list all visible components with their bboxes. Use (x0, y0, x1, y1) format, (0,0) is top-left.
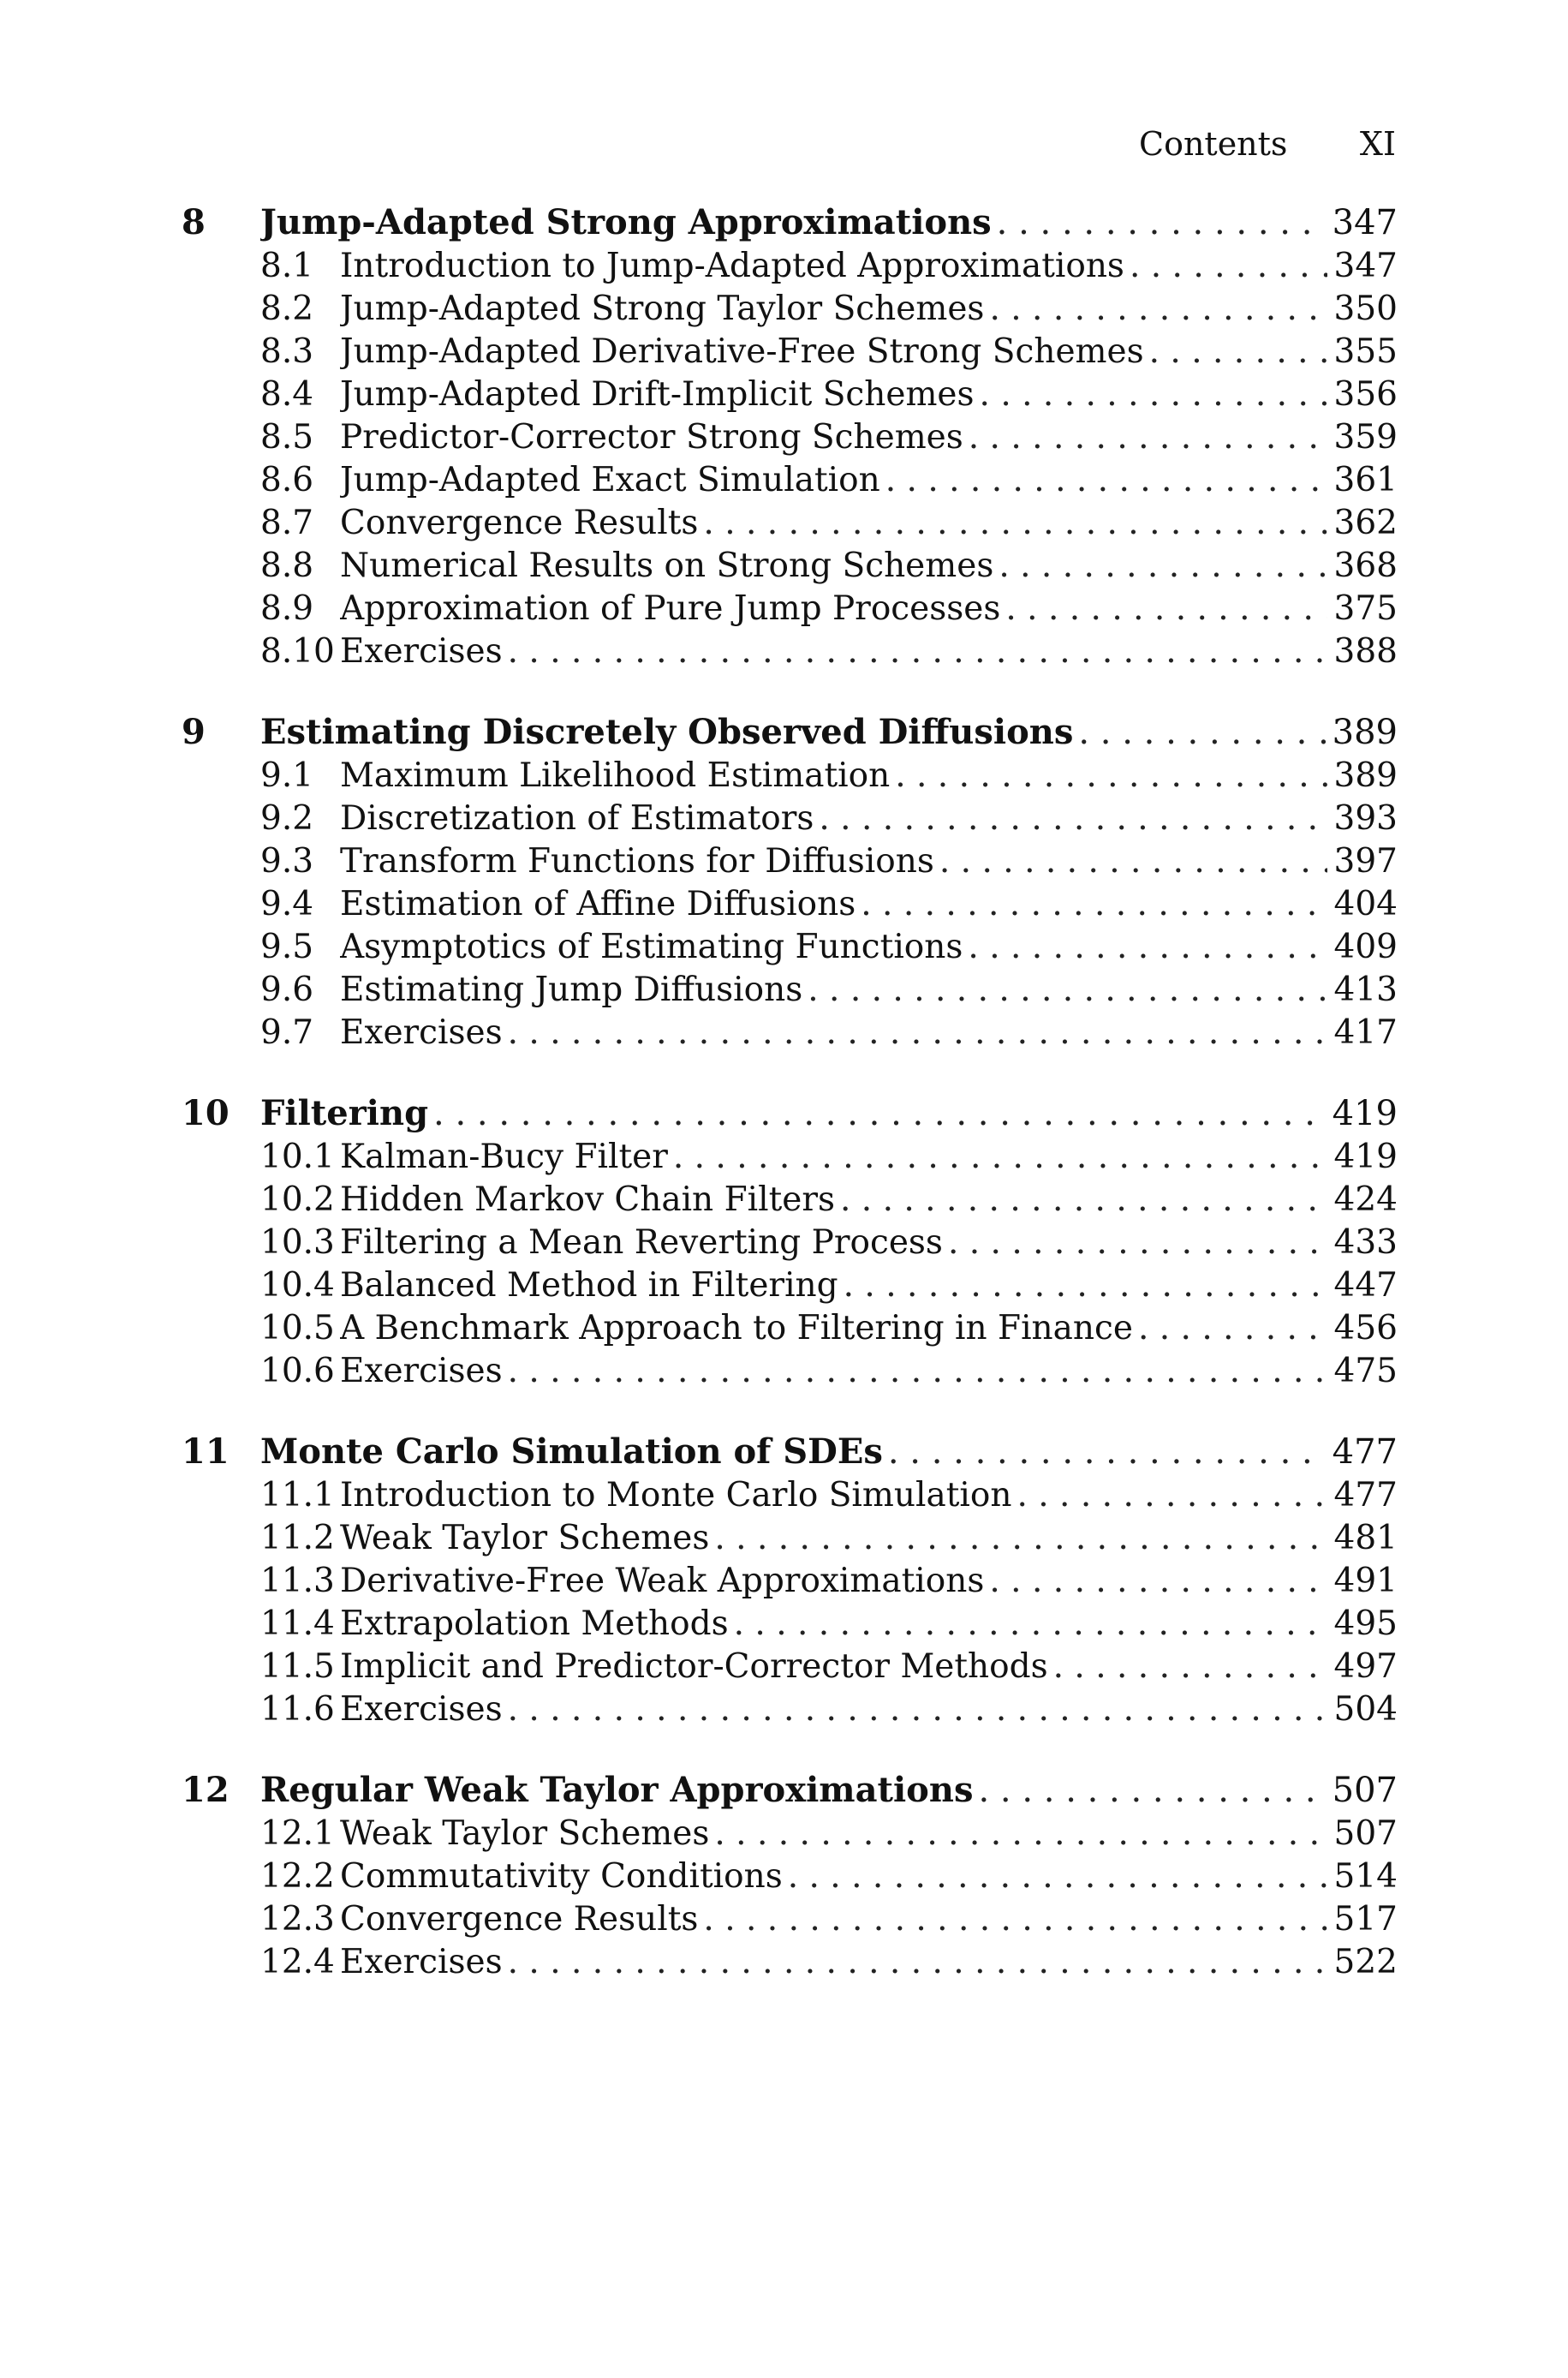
toc-section-row (182, 1560, 1398, 1603)
dot-leader (861, 883, 1327, 926)
section-title: Jump-Adapted Derivative-Free Strong Schemes (340, 332, 1144, 371)
section-page-number: 409 (1333, 928, 1398, 966)
dot-leader (999, 545, 1327, 588)
section-number: 9.3 (260, 842, 314, 881)
toc-section-row (182, 331, 1398, 373)
section-number: 9.4 (260, 885, 314, 923)
toc-chapter-9 (182, 709, 1398, 1055)
dot-leader (1130, 245, 1327, 288)
dot-leader (703, 502, 1327, 545)
toc-section-row (182, 1813, 1398, 1855)
running-head-label: Contents (1139, 125, 1288, 163)
section-title: Exercises (340, 632, 503, 671)
section-title: Estimating Jump Diffusions (340, 971, 803, 1009)
section-title: Jump-Adapted Drift-Implicit Schemes (340, 375, 975, 414)
dot-leader (1017, 1474, 1327, 1517)
toc-section-row (182, 245, 1398, 288)
toc-section-row (182, 630, 1398, 673)
section-page-number: 361 (1333, 461, 1398, 499)
section-page-number: 456 (1333, 1309, 1398, 1347)
section-title: Introduction to Monte Carlo Simulation (340, 1476, 1012, 1515)
dot-leader (673, 1136, 1327, 1179)
toc-section-row (182, 1012, 1398, 1055)
section-title: Commutativity Conditions (340, 1857, 783, 1896)
dot-leader (948, 1222, 1327, 1264)
section-title: Jump-Adapted Exact Simulation (340, 461, 880, 499)
toc-section-row (182, 1264, 1398, 1307)
dot-leader (508, 630, 1327, 673)
toc-chapter-12 (182, 1767, 1398, 1984)
section-number: 8.5 (260, 418, 314, 457)
section-page-number: 475 (1333, 1352, 1398, 1390)
section-page-number: 497 (1333, 1647, 1398, 1686)
section-page-number: 359 (1333, 418, 1398, 457)
section-number: 10.1 (260, 1138, 335, 1176)
section-number: 8.4 (260, 375, 314, 414)
toc-chapter-heading (182, 200, 1398, 245)
toc-section-row (182, 1898, 1398, 1941)
toc-chapter-8 (182, 200, 1398, 673)
section-page-number: 514 (1333, 1857, 1398, 1896)
section-title: Derivative-Free Weak Approximations (340, 1562, 985, 1600)
dot-leader (939, 840, 1327, 883)
section-page-number: 522 (1333, 1943, 1398, 1981)
dot-leader (714, 1517, 1327, 1560)
toc-section-row (182, 545, 1398, 588)
section-title: A Benchmark Approach to Filtering in Finance (340, 1309, 1133, 1347)
chapter-number: 10 (182, 1093, 230, 1133)
section-page-number: 495 (1333, 1604, 1398, 1643)
section-number: 8.6 (260, 461, 314, 499)
section-number: 9.2 (260, 799, 314, 838)
section-number: 11.3 (260, 1562, 335, 1600)
dot-leader (734, 1603, 1327, 1646)
toc-section-row (182, 288, 1398, 331)
dot-leader (969, 416, 1327, 459)
section-title: Hidden Markov Chain Filters (340, 1180, 835, 1219)
chapter-title: Filtering (260, 1093, 429, 1133)
section-title: Extrapolation Methods (340, 1604, 729, 1643)
dot-leader (508, 1012, 1327, 1055)
section-page-number: 447 (1333, 1266, 1398, 1305)
section-number: 8.7 (260, 504, 314, 542)
section-title: Estimation of Affine Diffusions (340, 885, 856, 923)
toc-chapter-heading (182, 709, 1398, 755)
toc-section-row (182, 1646, 1398, 1688)
section-number: 9.6 (260, 971, 314, 1009)
toc-section-row (182, 1688, 1398, 1731)
section-page-number: 517 (1333, 1900, 1398, 1939)
section-title: Transform Functions for Diffusions (340, 842, 934, 881)
toc-section-row (182, 1350, 1398, 1393)
section-page-number: 504 (1333, 1690, 1398, 1729)
section-number: 10.4 (260, 1266, 335, 1305)
section-page-number: 433 (1333, 1223, 1398, 1262)
section-page-number: 350 (1333, 290, 1398, 328)
section-page-number: 477 (1333, 1476, 1398, 1515)
toc-section-row (182, 1307, 1398, 1350)
toc-section-row (182, 1474, 1398, 1517)
section-title: Convergence Results (340, 504, 699, 542)
section-page-number: 491 (1333, 1562, 1398, 1600)
dot-leader (840, 1179, 1327, 1222)
section-title: Asymptotics of Estimating Functions (340, 928, 963, 966)
section-number: 9.1 (260, 756, 314, 795)
dot-leader (703, 1898, 1327, 1941)
section-page-number: 356 (1333, 375, 1398, 414)
section-title: Exercises (340, 1013, 503, 1052)
section-title: Implicit and Predictor-Corrector Methods (340, 1647, 1048, 1686)
section-title: Numerical Results on Strong Schemes (340, 547, 994, 585)
section-page-number: 413 (1333, 971, 1398, 1009)
section-page-number: 355 (1333, 332, 1398, 371)
section-number: 8.10 (260, 632, 335, 671)
toc-section-row (182, 1855, 1398, 1898)
section-page-number: 368 (1333, 547, 1398, 585)
section-page-number: 397 (1333, 842, 1398, 881)
dot-leader (508, 1941, 1327, 1984)
section-title: Weak Taylor Schemes (340, 1519, 710, 1557)
dot-leader (895, 755, 1327, 798)
dot-leader (1078, 710, 1325, 756)
section-page-number: 362 (1333, 504, 1398, 542)
section-page-number: 424 (1333, 1180, 1398, 1219)
section-title: Convergence Results (340, 1900, 699, 1939)
section-number: 11.2 (260, 1519, 335, 1557)
section-title: Approximation of Pure Jump Processes (340, 589, 1001, 628)
section-page-number: 347 (1333, 247, 1398, 285)
dot-leader (808, 969, 1327, 1012)
toc-chapter-10 (182, 1090, 1398, 1393)
dot-leader (819, 798, 1327, 840)
toc-chapter-heading (182, 1429, 1398, 1474)
section-number: 9.7 (260, 1013, 314, 1052)
table-of-contents (182, 200, 1398, 2020)
dot-leader (714, 1813, 1327, 1855)
section-number: 11.4 (260, 1604, 335, 1643)
toc-section-row (182, 926, 1398, 969)
section-title: Discretization of Estimators (340, 799, 814, 838)
section-number: 8.9 (260, 589, 314, 628)
toc-section-row (182, 755, 1398, 798)
chapter-page-number: 507 (1332, 1771, 1398, 1810)
section-number: 10.2 (260, 1180, 335, 1219)
section-number: 12.4 (260, 1943, 335, 1981)
chapter-page-number: 389 (1332, 713, 1398, 752)
chapter-title: Estimating Discretely Observed Diffusions (260, 712, 1074, 752)
dot-leader (508, 1350, 1327, 1393)
section-title: Introduction to Jump-Adapted Approximations (340, 247, 1124, 285)
dot-leader (844, 1264, 1327, 1307)
dot-leader (1138, 1307, 1327, 1350)
section-title: Weak Taylor Schemes (340, 1814, 710, 1853)
section-page-number: 404 (1333, 885, 1398, 923)
section-number: 10.6 (260, 1352, 335, 1390)
section-page-number: 419 (1333, 1138, 1398, 1176)
toc-section-row (182, 798, 1398, 840)
dot-leader (1005, 588, 1327, 630)
section-number: 10.3 (260, 1223, 335, 1262)
dot-leader (788, 1855, 1327, 1898)
dot-leader (980, 373, 1327, 416)
section-title: Exercises (340, 1690, 503, 1729)
section-title: Balanced Method in Filtering (340, 1266, 838, 1305)
section-page-number: 393 (1333, 799, 1398, 838)
toc-section-row (182, 1222, 1398, 1264)
chapter-page-number: 347 (1332, 203, 1398, 242)
toc-chapter-11 (182, 1429, 1398, 1731)
toc-section-row (182, 416, 1398, 459)
section-number: 11.5 (260, 1647, 335, 1686)
section-title: Jump-Adapted Strong Taylor Schemes (340, 290, 985, 328)
dot-leader (989, 288, 1327, 331)
dot-leader (968, 926, 1327, 969)
running-head-page-number: XI (1359, 125, 1396, 163)
toc-section-row (182, 1603, 1398, 1646)
toc-chapter-heading (182, 1090, 1398, 1136)
section-number: 11.1 (260, 1476, 335, 1515)
chapter-title: Monte Carlo Simulation of SDEs (260, 1431, 883, 1472)
toc-section-row (182, 1136, 1398, 1179)
section-page-number: 417 (1333, 1013, 1398, 1052)
section-number: 8.8 (260, 547, 314, 585)
section-title: Predictor-Corrector Strong Schemes (340, 418, 963, 457)
section-page-number: 388 (1333, 632, 1398, 671)
section-title: Exercises (340, 1352, 503, 1390)
dot-leader (508, 1688, 1327, 1731)
dot-leader (997, 200, 1326, 246)
section-page-number: 481 (1333, 1519, 1398, 1557)
section-number: 10.5 (260, 1309, 335, 1347)
chapter-number: 8 (182, 202, 206, 242)
section-page-number: 389 (1333, 756, 1398, 795)
toc-section-row (182, 1179, 1398, 1222)
section-number: 9.5 (260, 928, 314, 966)
toc-section-row (182, 588, 1398, 630)
chapter-number: 12 (182, 1770, 230, 1810)
running-head (1028, 122, 1396, 166)
toc-section-row (182, 502, 1398, 545)
chapter-page-number: 419 (1332, 1094, 1398, 1133)
section-number: 11.6 (260, 1690, 335, 1729)
section-title: Kalman-Bucy Filter (340, 1138, 668, 1176)
section-title: Filtering a Mean Reverting Process (340, 1223, 943, 1262)
dot-leader (978, 1768, 1325, 1813)
toc-section-row (182, 1517, 1398, 1560)
toc-section-row (182, 840, 1398, 883)
chapter-number: 11 (182, 1431, 230, 1472)
chapter-number: 9 (182, 712, 206, 752)
chapter-title: Jump-Adapted Strong Approximations (260, 202, 992, 242)
section-title: Exercises (340, 1943, 503, 1981)
dot-leader (989, 1560, 1327, 1603)
section-page-number: 507 (1333, 1814, 1398, 1853)
dot-leader (1149, 331, 1327, 373)
section-number: 12.2 (260, 1857, 335, 1896)
toc-section-row (182, 459, 1398, 502)
dot-leader (433, 1091, 1326, 1137)
dot-leader (1053, 1646, 1327, 1688)
toc-section-row (182, 1941, 1398, 1984)
section-number: 12.3 (260, 1900, 335, 1939)
dot-leader (885, 459, 1327, 502)
toc-section-row (182, 969, 1398, 1012)
section-title: Maximum Likelihood Estimation (340, 756, 891, 795)
section-number: 12.1 (260, 1814, 335, 1853)
section-number: 8.1 (260, 247, 314, 285)
chapter-page-number: 477 (1332, 1432, 1398, 1472)
dot-leader (888, 1430, 1326, 1475)
toc-section-row (182, 883, 1398, 926)
section-number: 8.3 (260, 332, 314, 371)
chapter-title: Regular Weak Taylor Approximations (260, 1770, 974, 1810)
toc-section-row (182, 373, 1398, 416)
section-number: 8.2 (260, 290, 314, 328)
section-page-number: 375 (1333, 589, 1398, 628)
toc-chapter-heading (182, 1767, 1398, 1813)
